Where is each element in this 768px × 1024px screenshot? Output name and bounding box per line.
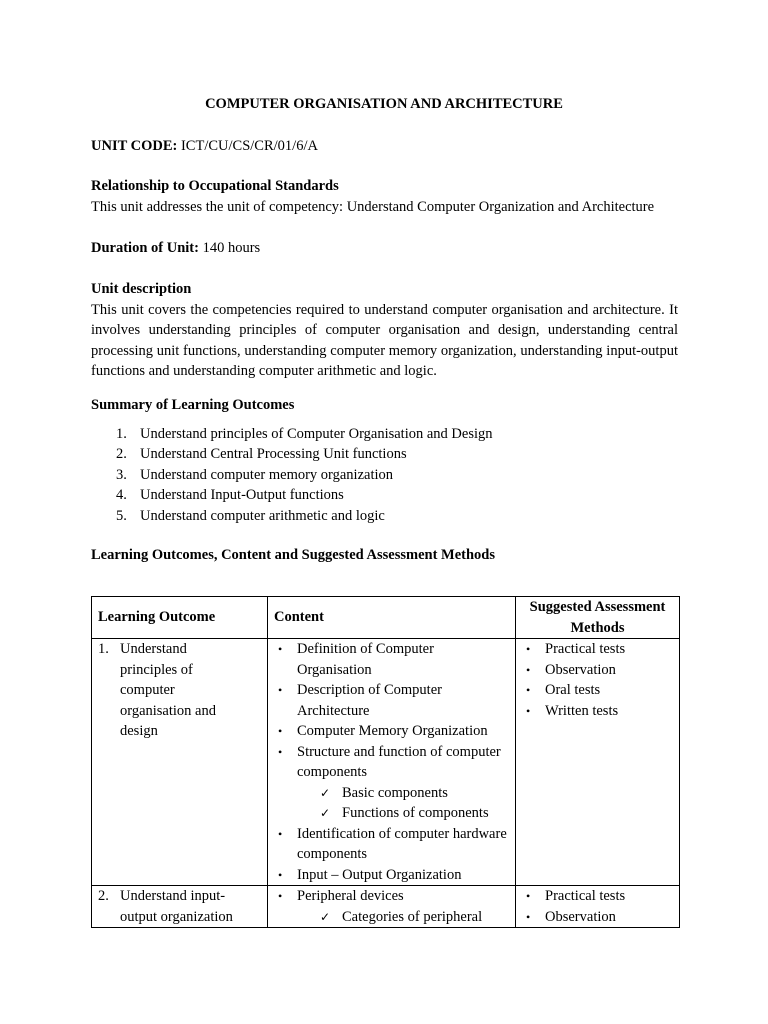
summary-item: 3. Understand computer memory organization: [116, 466, 394, 483]
outcome-cell: 1. Understand principles of computer organisation and design: [92, 639, 268, 886]
unit-code-label: UNIT CODE:: [91, 138, 178, 154]
duration-value: 140 hours: [198, 240, 261, 256]
assessment-cell: [516, 639, 680, 886]
list-item: • Computer Memory Organization: [278, 723, 488, 739]
relationship-text: This unit addresses the unit of competency: Understand Computer Organization and Architecture: [91, 198, 655, 215]
duration-line: [91, 238, 678, 259]
list-item: • Structure and function of computer components ✓ Basic components ✓ Functions of components: [274, 742, 509, 824]
table-row: [92, 639, 680, 886]
check-icon: ✓: [320, 909, 331, 924]
assessment-cell: [516, 886, 680, 928]
header-content: Content: [268, 597, 516, 639]
relationship-heading: Relationship to Occupational Standards: [91, 178, 339, 194]
list-item: • Observation: [526, 661, 616, 678]
list-item: • Peripheral devices ✓ Categories of peripheral: [274, 886, 509, 927]
header-assessment: Suggested Assessment Methods: [516, 597, 680, 639]
unit-code-value: ICT/CU/CS/CR/01/6/A: [177, 138, 318, 154]
list-item: • Definition of Computer Organisation: [278, 641, 434, 678]
sub-list-item: ✓ Categories of peripheral: [297, 907, 509, 928]
summary-item: 1. Understand principles of Computer Organisation and Design: [116, 425, 493, 442]
list-item: • Practical tests: [526, 888, 626, 904]
content-cell: [268, 639, 516, 886]
list-item: • Identification of computer hardware components: [278, 825, 507, 862]
relationship-section: [91, 176, 678, 217]
table-header-row: [92, 597, 680, 639]
sub-list-item: ✓ Functions of components: [297, 803, 509, 824]
document-title: COMPUTER ORGANISATION AND ARCHITECTURE: [205, 96, 563, 112]
list-item: • Oral tests: [526, 682, 601, 698]
list-item: • Observation: [526, 908, 616, 925]
summary-heading: Summary of Learning Outcomes: [91, 397, 295, 413]
list-item: • Input – Output Organization: [278, 866, 462, 883]
list-item: • Practical tests: [526, 641, 626, 657]
summary-item: 2. Understand Central Processing Unit functions: [116, 446, 407, 462]
duration-label: Duration of Unit:: [91, 240, 199, 256]
sub-list-item: ✓ Basic components: [297, 783, 509, 804]
summary-list: [91, 424, 678, 527]
unit-code-line: [91, 136, 678, 157]
summary-item: 4. Understand Input-Output functions: [116, 487, 344, 503]
summary-item: 5. Understand computer arithmetic and logic: [116, 507, 385, 524]
check-icon: ✓: [320, 785, 331, 800]
header-learning-outcome: Learning Outcome: [92, 597, 268, 639]
description-text: This unit covers the competencies required to understand computer organisation and architecture. It involves understanding principles of computer organisation and design, understanding central processing unit functions, understanding computer memory organization, understanding input-output functions and understanding computer arithmetic and logic.: [91, 301, 678, 379]
list-item: • Written tests: [526, 702, 619, 719]
table-row: [92, 886, 680, 928]
outcome-cell: 2. Understand input-output organization: [92, 886, 268, 928]
list-item: • Description of Computer Architecture: [278, 682, 442, 719]
table-heading: Learning Outcomes, Content and Suggested Assessment Methods: [91, 547, 496, 563]
content-cell: [268, 886, 516, 928]
summary-section: [91, 395, 678, 526]
description-heading: Unit description: [91, 281, 192, 297]
description-section: [91, 279, 678, 382]
check-icon: ✓: [320, 806, 331, 820]
learning-outcomes-table: [91, 596, 680, 928]
